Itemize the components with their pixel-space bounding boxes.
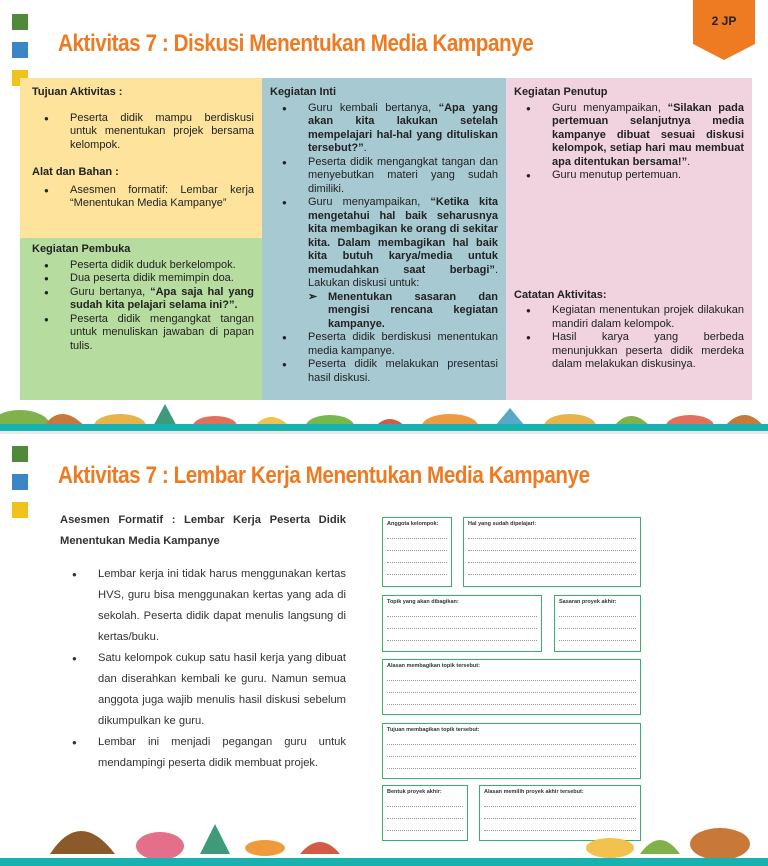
blue-square-decor [12, 42, 28, 58]
box-label: Tujuan membagikan topik tersebut: [387, 727, 480, 733]
alasan-topik-box [382, 659, 641, 715]
list-item: ● Dua peserta didik memimpin doa. [32, 272, 254, 286]
sasaran-box [554, 595, 641, 652]
description-heading: Asesmen Formatif : Lembar Kerja Peserta Didik Menentukan Media Kampanye [60, 514, 346, 547]
list-item: ● Peserta didik melakukan presentasi hasil diskusi. [270, 358, 498, 385]
sub-list-item: ➢ Menentukan sasaran dan mengisi rencana kegiatan kampanye. [270, 291, 498, 332]
item-text: Guru menyampaikan, [552, 101, 668, 114]
coral-decoration-icon [0, 796, 768, 866]
list-item: ● Peserta didik mampu berdiskusi untuk menentukan projek bersama kelompok. [32, 112, 254, 153]
blue-square-decor [12, 474, 28, 490]
penutup-panel [506, 78, 752, 400]
slide-1-title: Aktivitas 7 : Diskusi Menentukan Media Kampanye [58, 30, 534, 57]
description-list [60, 564, 346, 774]
pembuka-panel [20, 238, 262, 400]
hal-box [463, 517, 641, 587]
inti-list [270, 102, 498, 386]
list-item: ● Lembar kerja ini tidak harus menggunakan kertas HVS, guru bisa menggunakan kertas yang ada di sekolah. Peserta didik dapat menulis langsung di kertas/buku. [60, 564, 346, 648]
box-label: Bentuk proyek akhir: [387, 789, 442, 795]
item-bold-text: “Apa saja hal yang sudah kita pelajari selama ini?”. [70, 285, 254, 311]
catatan-list [514, 304, 744, 372]
item-text: Guru bertanya, [70, 285, 151, 298]
list-item [32, 286, 254, 313]
catatan-heading: Catatan Aktivitas: [514, 288, 607, 301]
pembuka-heading: Kegiatan Pembuka [32, 243, 131, 255]
duration-label: 2 JP [711, 14, 737, 28]
list-item: ● Hasil karya yang berbeda menunjukkan peserta didik merdeka dalam melakukan diskusinya. [514, 331, 744, 372]
box-label: Alasan memilih proyek akhir tersebut: [484, 789, 584, 795]
list-item: ● Peserta didik mengangkat tangan untuk menuliskan jawaban di papan tulis. [32, 313, 254, 354]
item-text: Guru menyampaikan, [308, 196, 431, 208]
item-bold-text: “Silakan pada pertemuan selanjutnya media kampanye dibuat sesuai diskusi kelompok, setiap hari mau membuat apa ditentukan bersama!” [552, 101, 744, 168]
list-item [270, 196, 498, 291]
tujuan-panel [20, 78, 262, 238]
list-item [270, 102, 498, 156]
item-text: . [687, 155, 691, 168]
slide-1 [0, 0, 768, 432]
tujuan-list [32, 112, 254, 153]
list-item: ● Peserta didik berdiskusi menentukan media kampanye. [270, 331, 498, 358]
item-text: Guru kembali bertanya, [308, 101, 439, 114]
green-square-decor [12, 14, 28, 30]
item-bold-text: “Apa yang akan kita lakukan setelah mempelajari hal-hal yang dituliskan tersebut?” [308, 101, 499, 154]
item-bold-text: “Ketika kita mengetahui hal baik seharusnya kita membagikan ke orang di sekitar kita. Dalam membagikan hal baik kita butuh karya/media untuk memudahkan saat berbagi” [308, 196, 499, 276]
slide-2-title: Aktivitas 7 : Lembar Kerja Menentukan Media Kampanye [58, 462, 590, 489]
list-item: ● Guru menutup pertemuan. [514, 169, 744, 183]
list-item: ● Kegiatan menentukan projek dilakukan mandiri dalam kelompok. [514, 304, 744, 331]
slide-2 [0, 434, 768, 866]
inti-heading: Kegiatan Inti [270, 86, 337, 98]
alat-list [32, 184, 254, 211]
list-item: ● Peserta didik duduk berkelompok. [32, 259, 254, 273]
inti-panel [262, 78, 506, 400]
tujuan-heading: Tujuan Aktivitas : [32, 86, 123, 98]
list-item: ● Peserta didik mengangkat tangan dan menyebutkan materi yang sudah dimiliki. [270, 156, 498, 197]
list-item: ● Satu kelompok cukup satu hasil kerja yang dibuat dan diserahkan kembali ke guru. Namun semua anggota juga wajib menulis hasil diskusi sebelum dikumpulkan ke guru. [60, 648, 346, 732]
item-text: . Lakukan diskusi untuk: [308, 263, 498, 289]
pembuka-list [32, 259, 254, 354]
tujuan-box [382, 723, 641, 779]
teal-footer-bar [0, 858, 768, 866]
topik-box [382, 595, 542, 652]
yellow-square-decor [12, 502, 28, 518]
item-text: . [363, 142, 367, 154]
penutup-list [514, 102, 744, 183]
list-item: ● Asesmen formatif: Lembar kerja “Menentukan Media Kampanye” [32, 184, 254, 211]
box-label: Hal yang sudah dipelajari: [468, 521, 537, 527]
list-item: ● Lembar ini menjadi pegangan guru untuk mendampingi peserta didik membuat projek. [60, 732, 346, 774]
badge-pentagon-icon [693, 0, 755, 60]
penutup-heading: Kegiatan Penutup [514, 86, 608, 98]
worksheet-description [60, 510, 346, 774]
alat-heading: Alat dan Bahan : [32, 166, 119, 178]
anggota-box [382, 517, 452, 587]
box-label: Anggota kelompok: [387, 521, 439, 527]
box-label: Alasan membagikan topik tersebut: [387, 663, 480, 669]
list-item [514, 102, 744, 170]
duration-badge [693, 0, 755, 60]
green-square-decor [12, 446, 28, 462]
box-label: Sasaran proyek akhir: [559, 599, 617, 605]
box-label: Topik yang akan dibagikan: [387, 599, 459, 605]
